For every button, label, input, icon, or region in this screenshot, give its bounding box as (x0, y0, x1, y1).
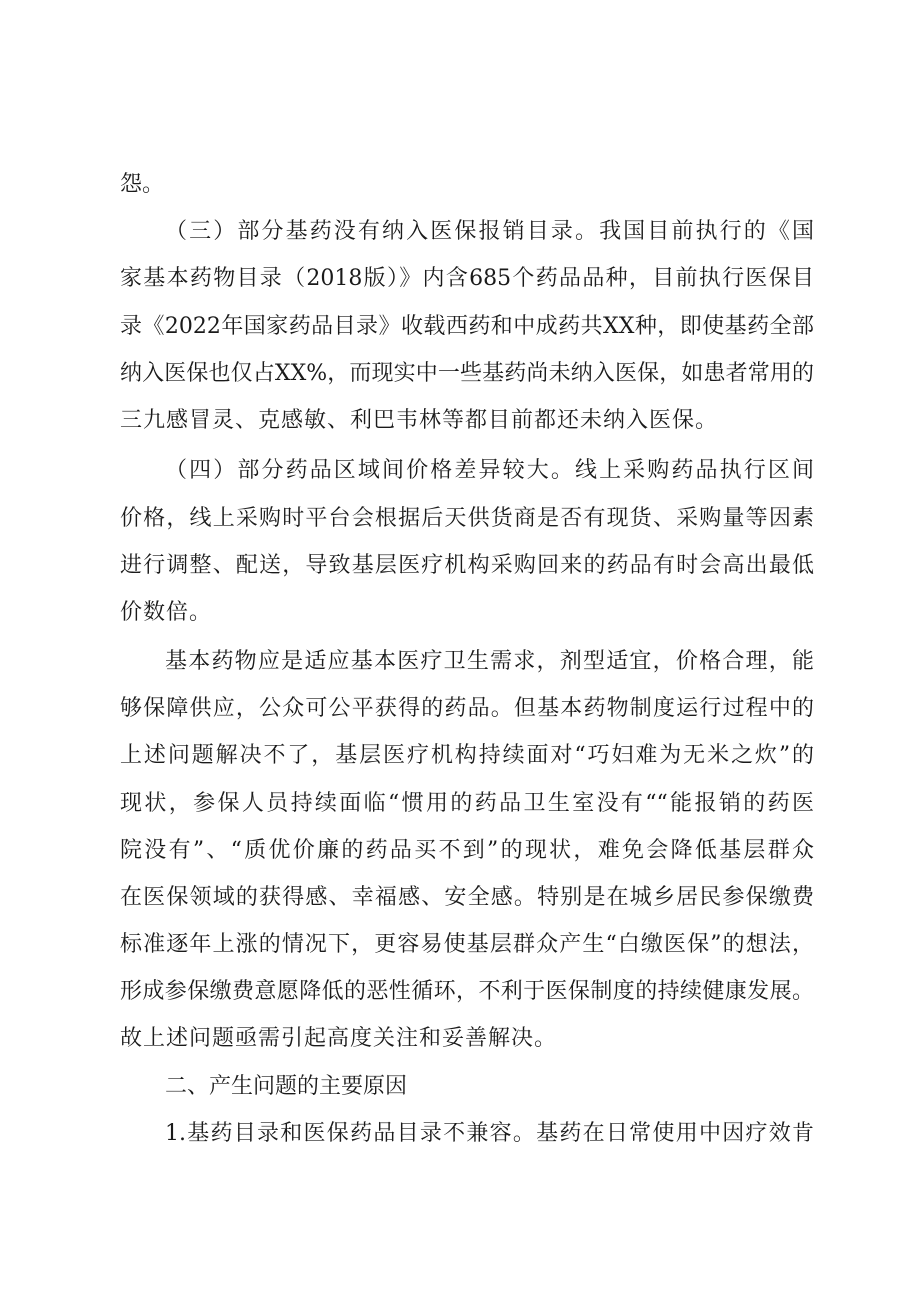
paragraph-line: 基本药物应是适应基本医疗卫生需求，剂型适宜，价格合理，能 (165, 649, 814, 674)
paragraph-line: 在医保领域的获得感、幸福感、安全感。特别是在城乡居民参保缴费 (120, 885, 814, 910)
paragraph-line: 三九感冒灵、克感敏、利巴韦林等都目前都还未纳入医保。 (120, 408, 719, 433)
section-heading: 二、产生问题的主要原因 (165, 1074, 408, 1099)
paragraph-line: 家基本药物目录（2018版）》内含685个药品品种，目前执行医保目 (120, 266, 814, 291)
paragraph-line: （四）部分药品区域间价格差异较大。线上采购药品执行区间 (165, 458, 814, 483)
paragraph-line: 怨。 (120, 172, 165, 197)
paragraph-line: 故上述问题亟需引起高度关注和妥善解决。 (120, 1026, 558, 1051)
paragraph-line: 标准逐年上涨的情况下，更容易使基层群众产生“白缴医保”的想法， (120, 932, 814, 957)
paragraph-line: （三）部分基药没有纳入医保报销目录。我国目前执行的《国 (165, 219, 814, 244)
paragraph-line: 现状，参保人员持续面临“惯用的药品卫生室没有““能报销的药医 (120, 791, 814, 816)
paragraph-line: 够保障供应，公众可公平获得的药品。但基本药物制度运行过程中的 (120, 696, 814, 721)
paragraph-line: 价数倍。 (120, 600, 213, 625)
paragraph-line: 录《2022年国家药品目录》收载西药和中成药共XX种，即使基药全部 (120, 314, 814, 339)
paragraph-line: 纳入医保也仅占XX%，而现实中一些基药尚未纳入医保，如患者常用的 (120, 361, 814, 386)
paragraph-line: 1.基药目录和医保药品目录不兼容。基药在日常使用中因疗效肯 (165, 1121, 814, 1146)
paragraph-line: 形成参保缴费意愿降低的恶性循环，不利于医保制度的持续健康发展。 (120, 979, 814, 1004)
paragraph-line: 价格，线上采购时平台会根据后天供货商是否有现货、采购量等因素 (120, 506, 814, 531)
paragraph-line: 上述问题解决不了，基层医疗机构持续面对“巧妇难为无米之炊”的 (120, 743, 814, 768)
paragraph-line: 院没有”、“质优价廉的药品买不到”的现状，难免会降低基层群众 (120, 838, 814, 863)
paragraph-line: 进行调整、配送，导致基层医疗机构采购回来的药品有时会高出最低 (120, 553, 814, 578)
